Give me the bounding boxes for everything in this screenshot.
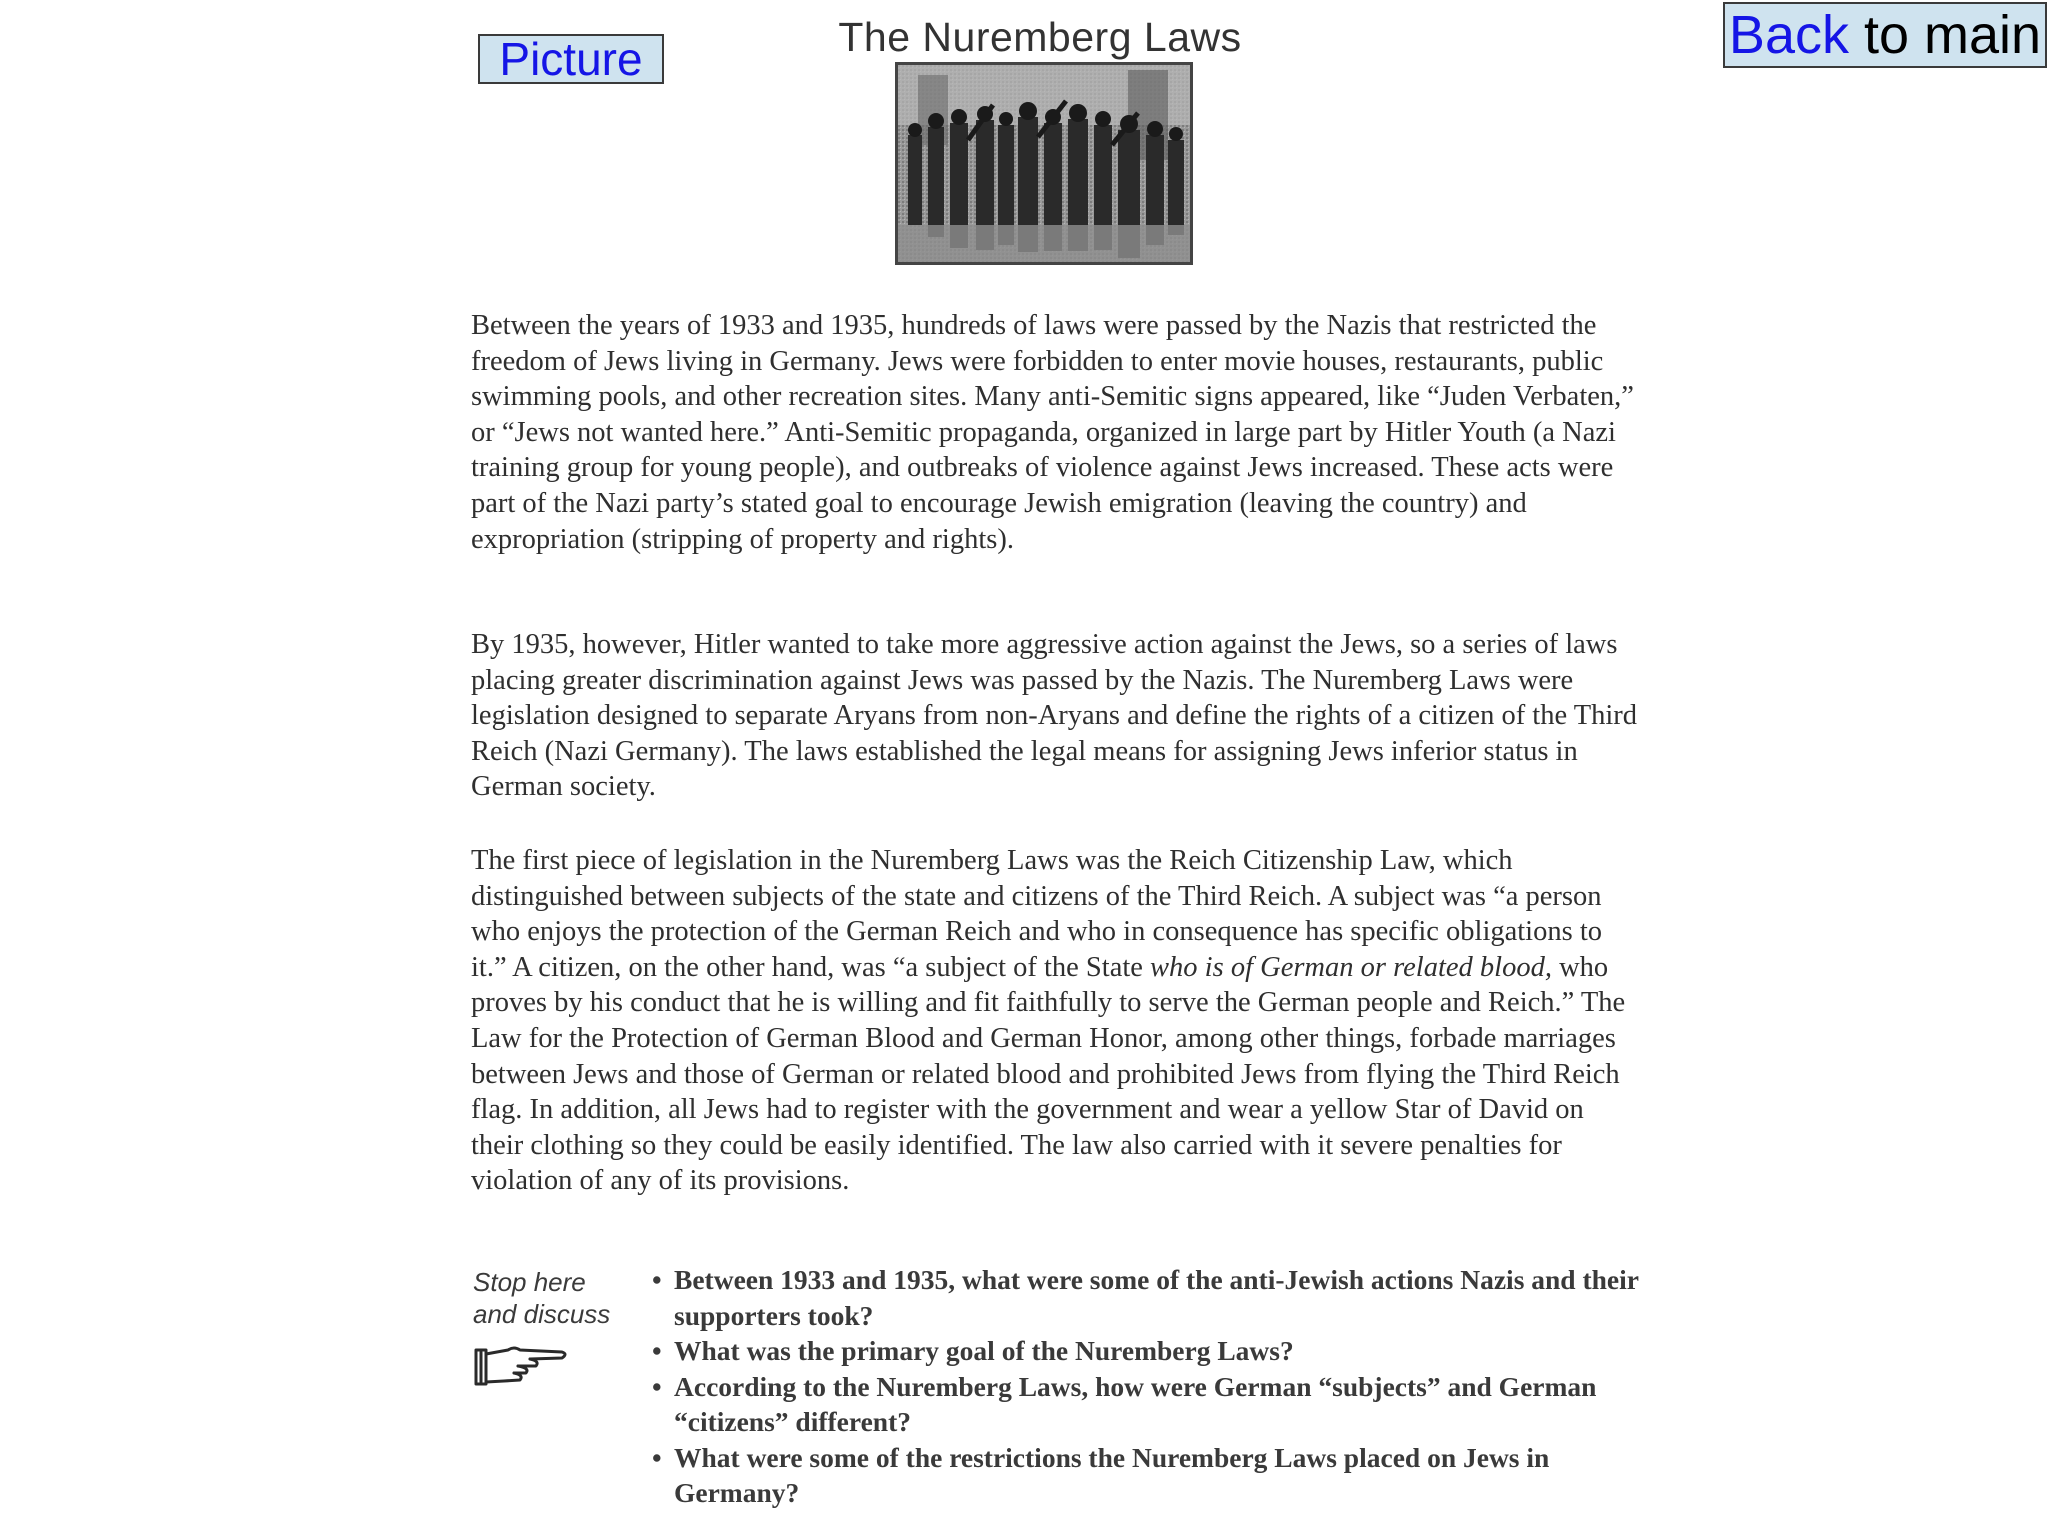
question-item: • According to the Nuremberg Laws, how were German “subjects” and German “citizens” different? <box>650 1369 1650 1440</box>
paragraph-3 <box>471 843 1641 1199</box>
discussion-label <box>473 1266 610 1330</box>
paragraph-1-text: Between the years of 1933 and 1935, hundreds of laws were passed by the Nazis that restricted the freedom of Jews living in Germany. Jews were forbidden to enter movie houses, restaurants, public swimming pools, and other recreation sites. Many anti-Semitic signs appeared, like “Juden Verbaten,” or “Jews not wanted here.” Anti-Semitic propaganda, organized in large part by Hitler Youth (a Nazi training group for young people), and outbreaks of violence against Jews increased. These acts were part of the Nazi party’s stated goal to encourage Jewish emigration (leaving the country) and expropriation (stripping of property and rights). <box>471 310 1634 555</box>
question-item: • What was the primary goal of the Nuremberg Laws? <box>650 1333 1650 1369</box>
paragraph-3-part1: The first piece of legislation in the Nuremberg Laws was the Reich Citizenship Law, which distinguished between subjects of the state and citizens of the Third Reich. A subject was “a person who enjoys the protection of the German Reich and who in consequence has specific obligations to it.” A citizen, on the other hand, was “a subject of the State <box>471 845 1602 983</box>
historical-photo <box>895 62 1193 265</box>
picture-button[interactable] <box>478 34 664 84</box>
picture-button-label: Picture <box>499 33 643 85</box>
back-to-main-button[interactable] <box>1723 2 2047 68</box>
back-rest-text: to main <box>1848 5 2042 65</box>
discussion-label-line1: Stop here <box>473 1267 586 1297</box>
pointing-hand-icon <box>474 1342 570 1390</box>
paragraph-2-text: By 1935, however, Hitler wanted to take more aggressive action against the Jews, so a series of laws placing greater discrimination against Jews was passed by the Nazis. The Nuremberg Laws were legislation designed to separate Aryans from non-Aryans and define the rights of a citizen of the Third Reich (Nazi Germany). The laws established the legal means for assigning Jews inferior status in German society. <box>471 629 1638 803</box>
paragraph-1 <box>471 308 1641 557</box>
question-item: • What were some of the restrictions the Nuremberg Laws placed on Jews in Germany? <box>650 1440 1650 1511</box>
back-link-text[interactable]: Back <box>1728 5 1849 65</box>
paragraph-3-text <box>471 843 1641 1199</box>
discussion-label-line2: and discuss <box>473 1299 611 1329</box>
paragraph-3-part2: who proves by his conduct that he is willing and fit faithfully to serve the German people and Reich.” The Law for the Protection of German Blood and German Honor, among other things, forbade marriages between Jews and those of German or related blood and prohibited Jews from flying the Third Reich flag. In addition, all Jews had to register with the government and wear a yellow Star of David on their clothing so they could be easily identified. The law also carried with it severe penalties for violation of any of its provisions. <box>471 951 1626 1197</box>
question-item: • Between 1933 and 1935, what were some of the anti-Jewish actions Nazis and their supporters took? <box>650 1262 1650 1333</box>
paragraph-3-italic: who is of German or related blood, <box>1150 951 1552 983</box>
page-title: The Nuremberg Laws <box>838 14 1242 60</box>
paragraph-2 <box>471 627 1641 805</box>
discussion-questions <box>650 1262 1650 1511</box>
